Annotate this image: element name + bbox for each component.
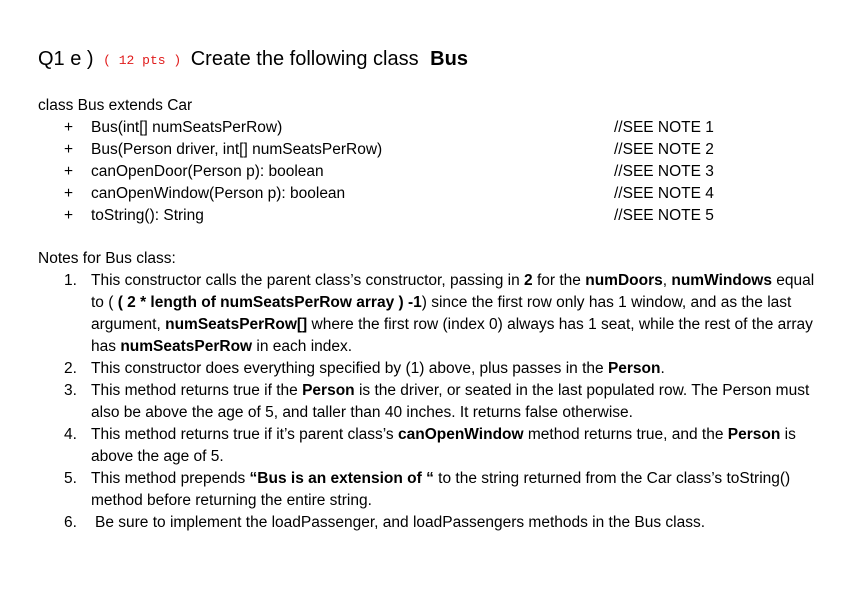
note-number: 6. [64, 514, 77, 531]
note-text-bold: 2 [524, 272, 533, 289]
note-text [91, 270, 826, 358]
class-name: Bus [430, 48, 468, 70]
note-text-segment: This method prepends [91, 470, 250, 487]
note-text-bold: Person [302, 382, 355, 399]
note-text [91, 358, 826, 380]
member-signature: Bus(int[] numSeatsPerRow) [91, 119, 283, 136]
note-number: 3. [64, 382, 77, 399]
member-row [0, 205, 845, 227]
member-note-ref: //SEE NOTE 1 [614, 119, 714, 136]
note-text-segment: Be sure to implement the loadPassenger, and loadPassengers methods in the Bus class. [95, 514, 706, 531]
note-text-segment: is the driver, or seated in the last populated row. The Person must also be above the age of 5, and taller than 40 inches. It returns false otherwise. [91, 382, 810, 421]
note-item [0, 358, 845, 380]
question-label: Q1 e ) [38, 48, 94, 70]
points-label: ( 12 pts ) [103, 53, 182, 68]
member-signature: canOpenDoor(Person p): boolean [91, 163, 324, 180]
member-signature: canOpenWindow(Person p): boolean [91, 185, 346, 202]
member-row [0, 161, 845, 183]
member-bullet: + [64, 119, 74, 136]
note-text-segment: where the first row (index 0) always has 1 seat, while the rest of the array has [91, 316, 813, 355]
notes-heading: Notes for Bus class: [38, 250, 176, 267]
note-text [91, 424, 826, 468]
note-text [91, 380, 826, 424]
member-bullet: + [64, 141, 74, 158]
note-text-bold: numWindows [671, 272, 772, 289]
note-text-segment: equal to ( [91, 272, 815, 311]
member-note-ref: //SEE NOTE 2 [614, 141, 714, 158]
note-number: 5. [64, 470, 77, 487]
note-item [0, 380, 845, 424]
member-note-ref: //SEE NOTE 5 [614, 207, 714, 224]
note-item [0, 468, 845, 512]
note-text-segment: for the [532, 272, 586, 289]
note-text-segment: . [660, 360, 665, 377]
note-number: 4. [64, 426, 77, 443]
note-text-segment: ) since the first row only has 1 window, and as the last argument, [91, 294, 792, 333]
note-text-bold: “Bus is an extension of “ [249, 470, 434, 487]
member-note-ref: //SEE NOTE 4 [614, 185, 714, 202]
member-bullet: + [64, 207, 74, 224]
member-row [0, 117, 845, 139]
note-text-bold: Person [727, 426, 781, 443]
note-text-segment: This constructor does everything specified by (1) above, plus passes in the [91, 360, 608, 377]
note-text-segment: This constructor calls the parent class’s constructor, passing in [91, 272, 525, 289]
note-text [95, 512, 830, 534]
note-text-bold: numSeatsPerRow[] [165, 316, 308, 333]
member-list [0, 117, 845, 227]
note-text-segment: is above the age of 5. [91, 426, 796, 465]
note-text-bold: numSeatsPerRow [120, 338, 253, 355]
question-prompt: Create the following class [190, 48, 419, 70]
note-text-bold: numDoors [585, 272, 663, 289]
note-number: 2. [64, 360, 77, 377]
note-text-segment: , [662, 272, 672, 289]
member-row [0, 139, 845, 161]
note-text [91, 468, 826, 512]
note-item [0, 424, 845, 468]
note-text-segment: to the string returned from the Car class’s toString() method before returning the entire string. [91, 470, 791, 509]
note-text-bold: ( 2 * length of numSeatsPerRow array ) -1 [117, 294, 422, 311]
notes-list [0, 270, 845, 534]
question-heading [38, 47, 468, 73]
note-text-segment: in each index. [252, 338, 353, 355]
member-signature: Bus(Person driver, int[] numSeatsPerRow) [91, 141, 383, 158]
member-note-ref: //SEE NOTE 3 [614, 163, 714, 180]
note-text-segment: This method returns true if the [91, 382, 303, 399]
member-signature: toString(): String [91, 207, 204, 224]
note-text-bold: Person [607, 360, 661, 377]
member-bullet: + [64, 185, 74, 202]
note-item [0, 270, 845, 358]
note-text-segment: This method returns true if it’s parent class’s [91, 426, 398, 443]
note-text-segment: method returns true, and the [523, 426, 728, 443]
member-bullet: + [64, 163, 74, 180]
member-row [0, 183, 845, 205]
note-item [0, 512, 845, 534]
class-declaration: class Bus extends Car [38, 97, 193, 114]
note-text-bold: canOpenWindow [397, 426, 524, 443]
note-number: 1. [64, 272, 77, 289]
